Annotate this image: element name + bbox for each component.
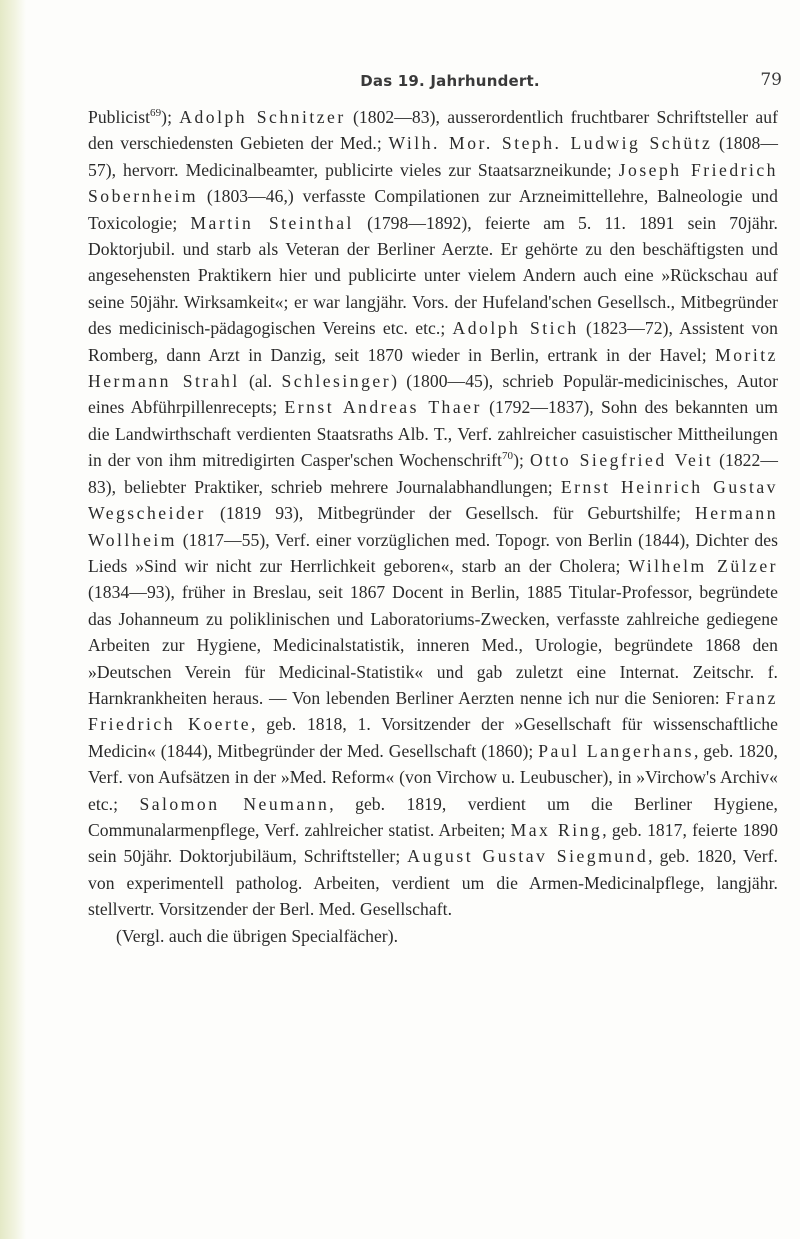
text-run: , geb. 1818, 1. Vorsitzender der »Gesellschaft für wissenschaftliche Medicin« (1844), Mitbegründer der Med. Gesellschaft (1860); (88, 714, 778, 761)
text-run: (1808—57), hervorr. Medicinalbeamter, publicirte vieles zur Staatsarzneikunde; (88, 133, 778, 180)
spaced-name: Ernst Heinrich Gustav Wegscheider (88, 476, 778, 524)
text-run: (al. (239, 371, 282, 392)
text-run: , geb. 1820, Verf. von Aufsätzen in der »Med. Reform« (von Virchow u. Leubuscher), in »Virchow's Archiv« etc.; (88, 740, 779, 814)
spaced-name: Martin Steinthal (190, 212, 354, 233)
text-run: , geb. 1819, verdient um die Berliner Hygiene, Communalarmenpflege, Verf. zahlreicher statist. Arbeiten; (88, 793, 778, 840)
spaced-name: Wilhelm Zülzer (628, 555, 779, 576)
spaced-name: Adolph Stich (452, 318, 579, 339)
text-run: (1819 93), Mitbegründer der Gesellsch. für Geburtshilfe; (205, 503, 696, 524)
closing-line: (Vergl. auch die übrigen Specialfächer). (116, 925, 399, 946)
page-gutter-shadow (0, 0, 26, 1239)
text-run: ); (513, 450, 530, 471)
text-run: (1802—83), ausserordentlich fruchtbarer Schriftsteller auf den verschiedensten Gebieten der Med.; (88, 107, 778, 154)
spaced-name: Paul Langerhans (538, 740, 694, 761)
page-number: 79 (760, 70, 782, 90)
text-run: (1822—83), beliebter Praktiker, schrieb mehrere Journalabhandlungen; (88, 450, 779, 497)
spaced-name: Schlesinger (281, 371, 392, 392)
main-paragraph (88, 104, 778, 923)
spaced-name: Wilh. Mor. Steph. Ludwig Schütz (388, 133, 713, 154)
spaced-name: Adolph Schnitzer (179, 107, 346, 127)
text-run: ) (1800—45), schrieb Populär-medicinisches, Autor eines Abführpillenrecepts; (88, 371, 778, 418)
text-run: (1834—93), früher in Breslau, seit 1867 Docent in Berlin, 1885 Titular-Professor, begründete das Johanneum zu poliklinischen und Laboratoriums-Zwecken, verfasste zahlreiche gediegene Arbeiten zur Hygiene, Medicinalstatistik, inneren Med., Urologie, begründete 1868 den »Deutschen Verein für Medicinal-Statistik« und gab zuletzt eine Internat. Zeitschr. f. Harnkrankheiten heraus. — Von lebenden Berliner Aerzten nenne ich nur die Senioren: (88, 582, 778, 708)
text-run: (1803—46,) verfasste Compilationen zur Arzneimittellehre, Balneologie und Toxicologie; (88, 186, 778, 233)
spaced-name: August Gustav Siegmund (407, 846, 649, 867)
spaced-name: Hermann Wollheim (88, 503, 778, 550)
text-run: , geb. 1820, Verf. von experimentell patholog. Arbeiten, verdient um die Armen-Medicinalpflege, langjähr. stellvertr. Vorsitzender der Berl. Med. Gesellschaft. (88, 846, 779, 920)
spaced-name: Franz Friedrich Koerte (88, 687, 778, 735)
spaced-name: Otto Siegfried Veit (529, 450, 714, 471)
spaced-name: Ernst Andreas Thaer (284, 397, 482, 418)
text-run: , geb. 1817, feierte 1890 sein 50jähr. Doktorjubiläum, Schriftsteller; (88, 819, 778, 867)
footnote-marker: 69 (150, 107, 162, 119)
text-run: (1798—1892), feierte am 5. 11. 1891 sein 70jähr. Doktorjubil. und starb als Veteran der Berliner Aerzte. Er gehörte zu den beschäftigsten und angesehensten Praktikern hier und publicirte unter vielem Andern auch eine »Rückschau auf seine 50jähr. Wirksamkeit«; er war langjähr. Vors. der Hufeland'schen Gesellsch., Mitbegründer des medicinisch-pädagogischen Vereins etc. etc.; (88, 212, 778, 339)
text-run: (1817—55), Verf. einer vorzüglichen med. Topogr. von Berlin (1844), Dichter des Lieds »Sind wir nicht zur Herrlichkeit geboren«, starb an der Cholera; (88, 529, 778, 576)
spaced-name: Joseph Friedrich Sobernheim (88, 159, 778, 207)
spaced-name: Salomon Neumann (139, 793, 330, 814)
text-run: ); (161, 107, 180, 127)
text-run: (1792—1837), Sohn des bekannten um die Landwirthschaft verdienten Staatsraths Alb. T., Verf. zahlreicher casuistischer Mittheilungen in der von ihm mitredigirten Casper'schen Wochenschrift (88, 397, 778, 471)
page-header (88, 72, 788, 96)
text-run: Publicist (88, 107, 151, 127)
footnote-marker: 70 (502, 450, 514, 463)
spaced-name: Max Ring (510, 819, 603, 840)
text-run: (1823—72), Assistent von Romberg, dann Arzt in Danzig, seit 1870 wieder in Berlin, ertrank in der Havel; (88, 318, 778, 365)
running-title: Das 19. Jahrhundert. (360, 72, 540, 90)
spaced-name: Moritz Hermann Strahl (88, 344, 778, 392)
body-text (88, 104, 778, 949)
